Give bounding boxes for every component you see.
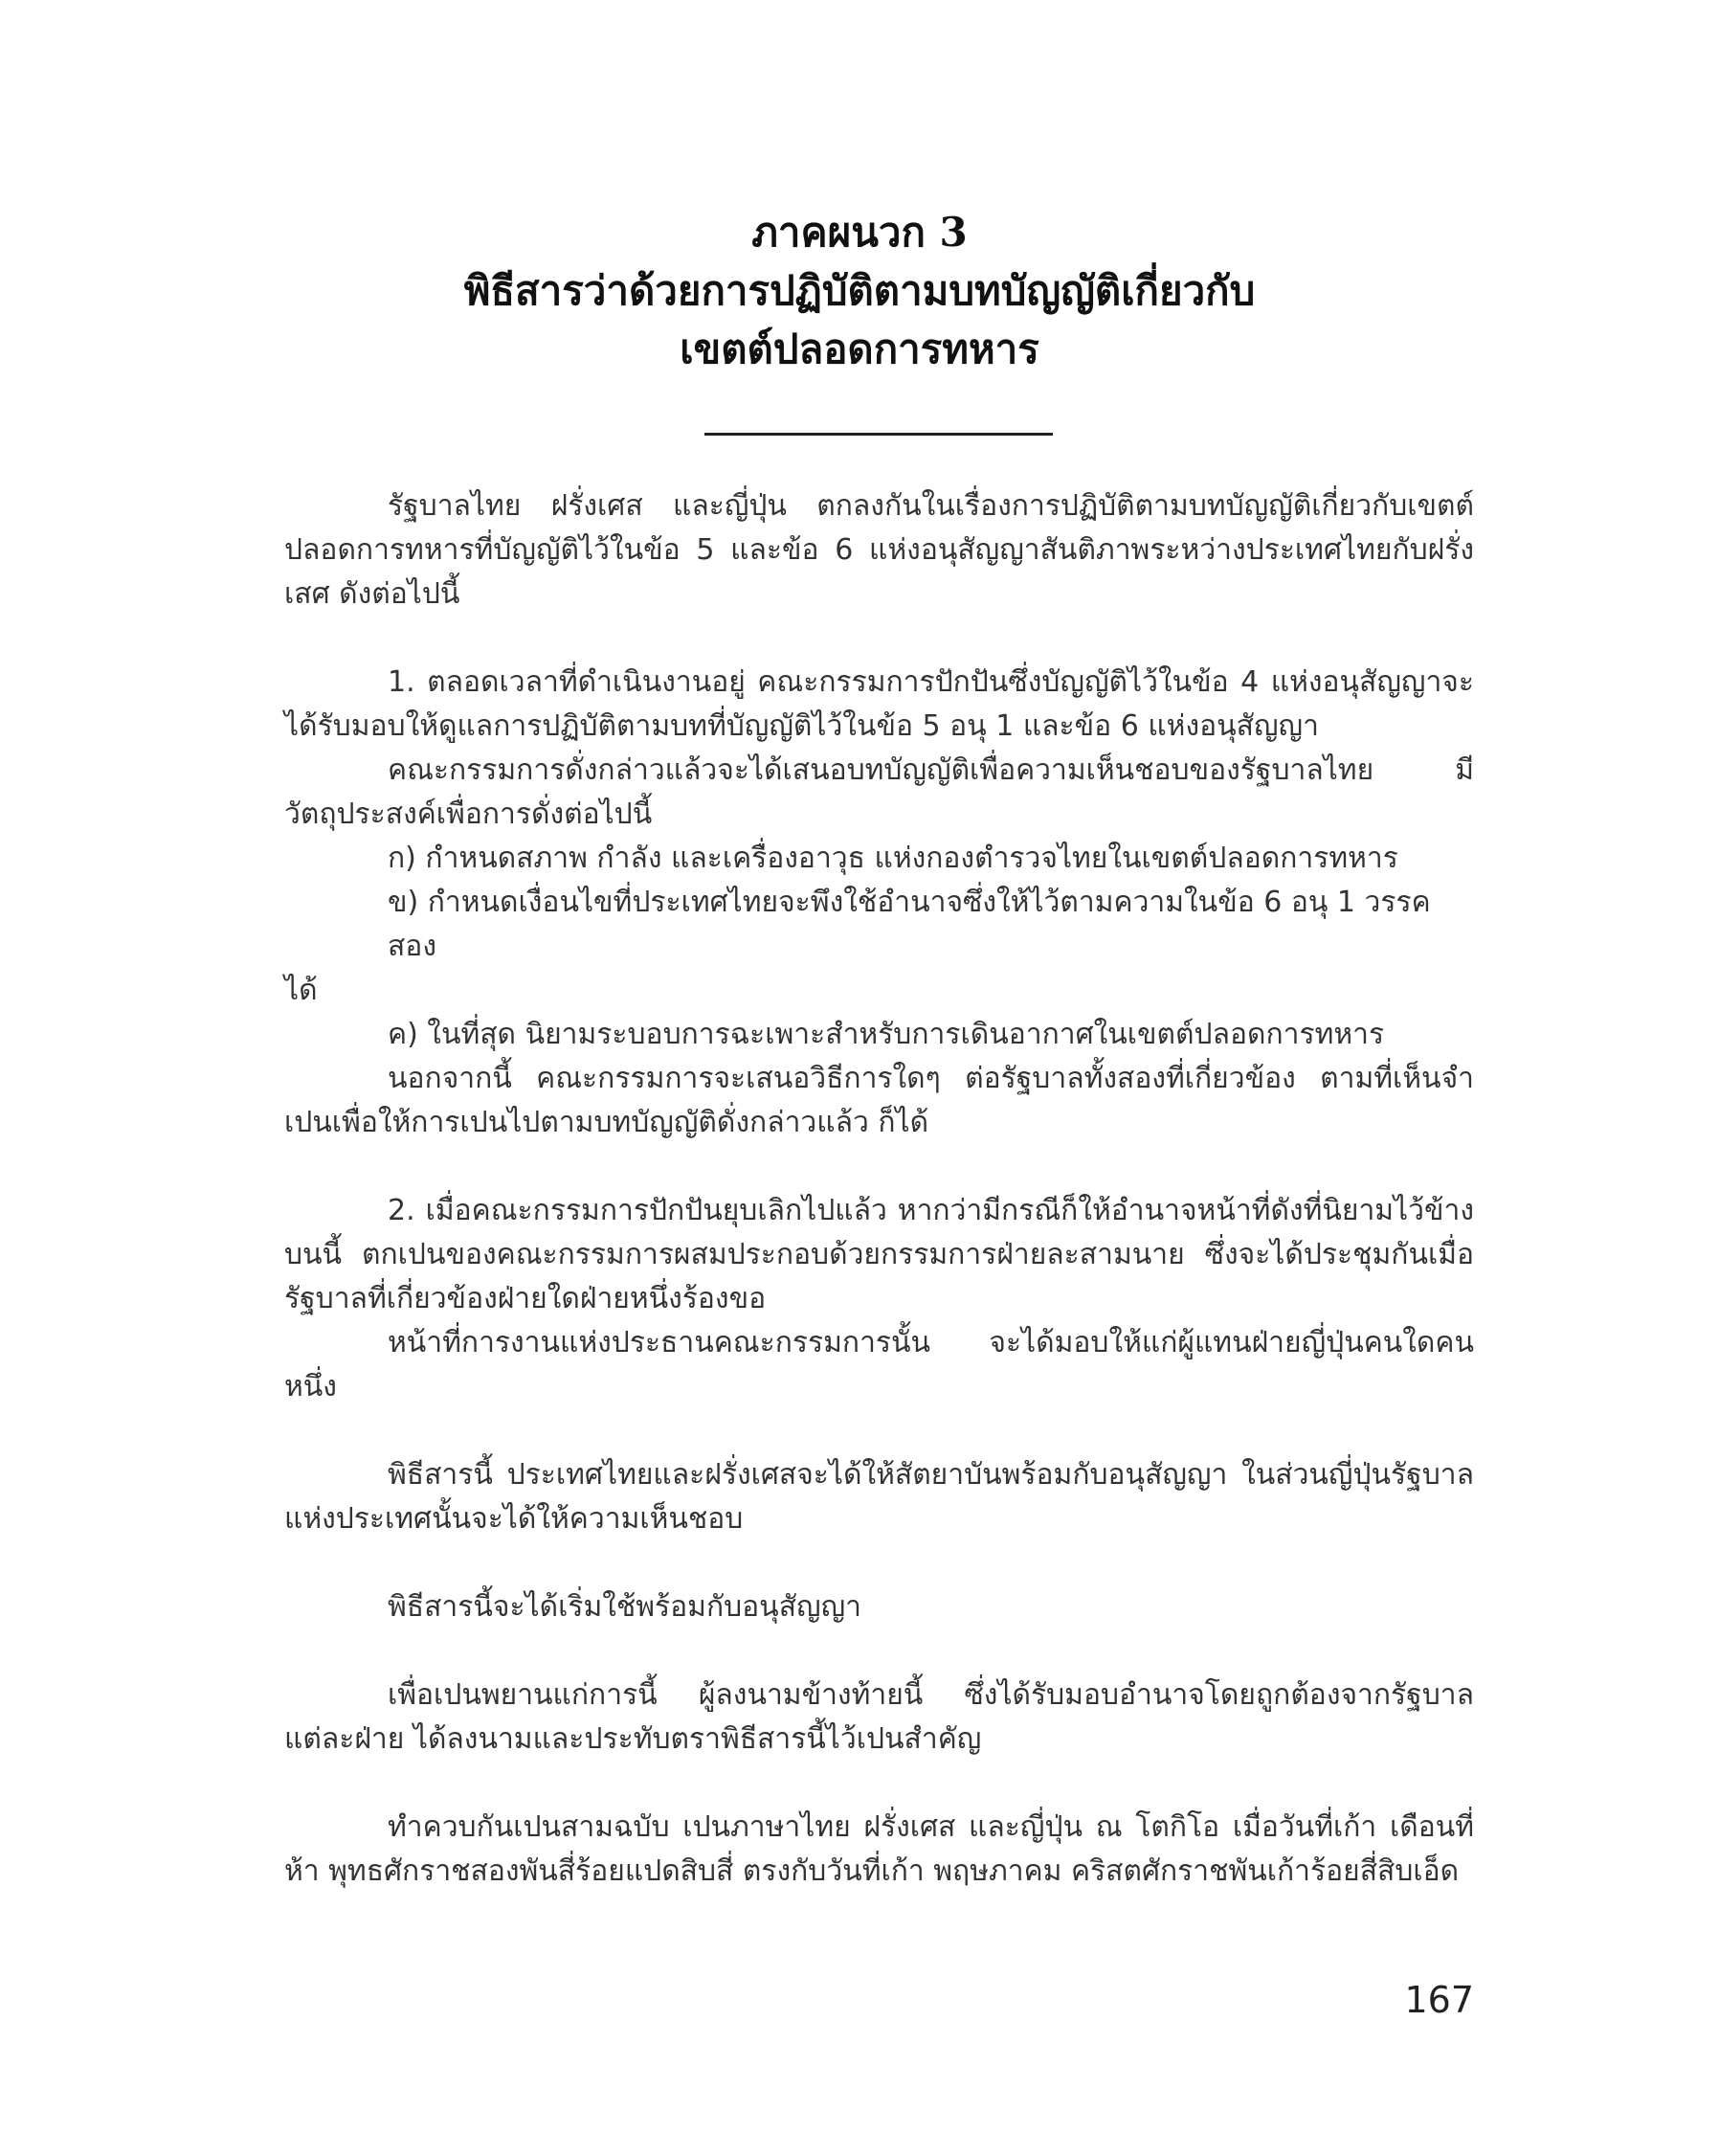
clause-2-paragraph: 2. เมื่อคณะกรรมการปักปันยุบเลิกไปแล้ว หากว่ามีกรณีก็ให้อำนาจหน้าที่ดังที่นิยามไว้ข้างบนนี้ ตกเปนของคณะกรรมการผสมประกอบด้วยกรรมการฝ่ายละสามนาย ซึ่งจะได้ประชุมกันเมื่อรัฐบาลที่เกี่ยวข้องฝ่ายใดฝ่ายหนึ่งร้องขอ [284,1194,1474,1315]
intro-paragraph: รัฐบาลไทย ฝรั่งเศส และญี่ปุ่น ตกลงกันในเรื่องการปฏิบัติตามบทบัญญัติเกี่ยวกับเขตต์ปลอดการทหารที่บัญญัติไว้ในข้อ 5 และข้อ 6 แห่งอนุสัญญาสันติภาพระหว่างประเทศไทยกับฝรั่งเสศ ดังต่อไปนี้ [284,489,1474,611]
list-item-a: ก) กำหนดสภาพ กำลัง และเครื่องอาวุธ แห่งกองตำรวจไทยในเขตต์ปลอดการทหาร [388,842,1398,875]
clause-2-chair-paragraph: หน้าที่การงานแห่งประธานคณะกรรมการนั้น จะได้มอบให้แก่ผู้แทนฝ่ายญี่ปุ่นคนใดคนหนึ่ง [284,1326,1474,1404]
document-heading [0,203,1719,378]
clause-1-proposal-paragraph: คณะกรรมการดั่งกล่าวแล้วจะได้เสนอบทบัญญัติเพื่อความเห็นชอบของรัฐบาลไทย มีวัตถุประสงค์เพื่อการดั่งต่อไปนี้ [284,753,1474,831]
list-item-c: ค) ในที่สุด นิยามระบอบการฉะเพาะสำหรับการเดินอากาศในเขตต์ปลอดการทหาร [388,1018,1385,1051]
heading-divider [704,433,1053,436]
clause-1-paragraph: 1. ตลอดเวลาที่ดำเนินงานอยู่ คณะกรรมการปักปันซึ่งบัญญัติไว้ในข้อ 4 แห่งอนุสัญญาจะได้รับมอบให้ดูแลการปฏิบัติตามบทที่บัญญัติไว้ในข้อ 5 อนุ 1 และข้อ 6 แห่งอนุสัญญา [284,665,1474,743]
heading-appendix-label: ภาคผนวก 3 [751,209,968,256]
list-item-b-continuation: ได้ [284,974,318,1007]
heading-title-line-1: พิธีสารว่าด้วยการปฏิบัติตามบทบัญญัติเกี่ยวกับ [463,267,1256,314]
done-at-paragraph: ทำควบกันเปนสามฉบับ เปนภาษาไทย ฝรั่งเศส และญี่ปุ่น ณ โตกิโอ เมื่อวันที่เก้า เดือนที่ห้า พุทธศักราชสองพันสี่ร้อยแปดสิบสี่ ตรงกับวันที่เก้า พฤษภาคม คริสตศักราชพันเก้าร้อยสี่สิบเอ็ด [284,1810,1474,1888]
entry-into-force-paragraph: พิธีสารนี้จะได้เริ่มใช้พร้อมกับอนุสัญญา [388,1590,861,1624]
page-number: 167 [1404,1979,1474,2021]
witness-paragraph: เพื่อเปนพยานแก่การนี้ ผู้ลงนามข้างท้ายนี้ ซึ่งได้รับมอบอำนาจโดยถูกต้องจากรัฐบาลแต่ละฝ่าย ได้ลงนามและประทับตราพิธีสารนี้ไว้เปนสำคัญ [284,1678,1474,1756]
list-item-b [284,881,1474,1013]
list-item-b-text: ข) กำหนดเงื่อนไขที่ประเทศไทยจะพึงใช้อำนาจซึ่งให้ไว้ตามความในข้อ 6 อนุ 1 วรรคสอง [388,886,1431,963]
document-body [284,484,1474,1894]
ratification-paragraph: พิธีสารนี้ ประเทศไทยและฝรั่งเศสจะได้ให้สัตยาบันพร้อมกับอนุสัญญา ในส่วนญี่ปุ่นรัฐบาลแห่งประเทศนั้นจะได้ให้ความเห็นชอบ [284,1458,1474,1536]
heading-title-line-2: เขตต์ปลอดการทหาร [680,326,1039,372]
clause-1-additional-paragraph: นอกจากนี้ คณะกรรมการจะเสนอวิธีการใดๆ ต่อรัฐบาลทั้งสองที่เกี่ยวข้อง ตามที่เห็นจำเปนเพื่อให้การเปนไปตามบทบัญญัติดั่งกล่าวแล้ว ก็ได้ [284,1062,1474,1139]
